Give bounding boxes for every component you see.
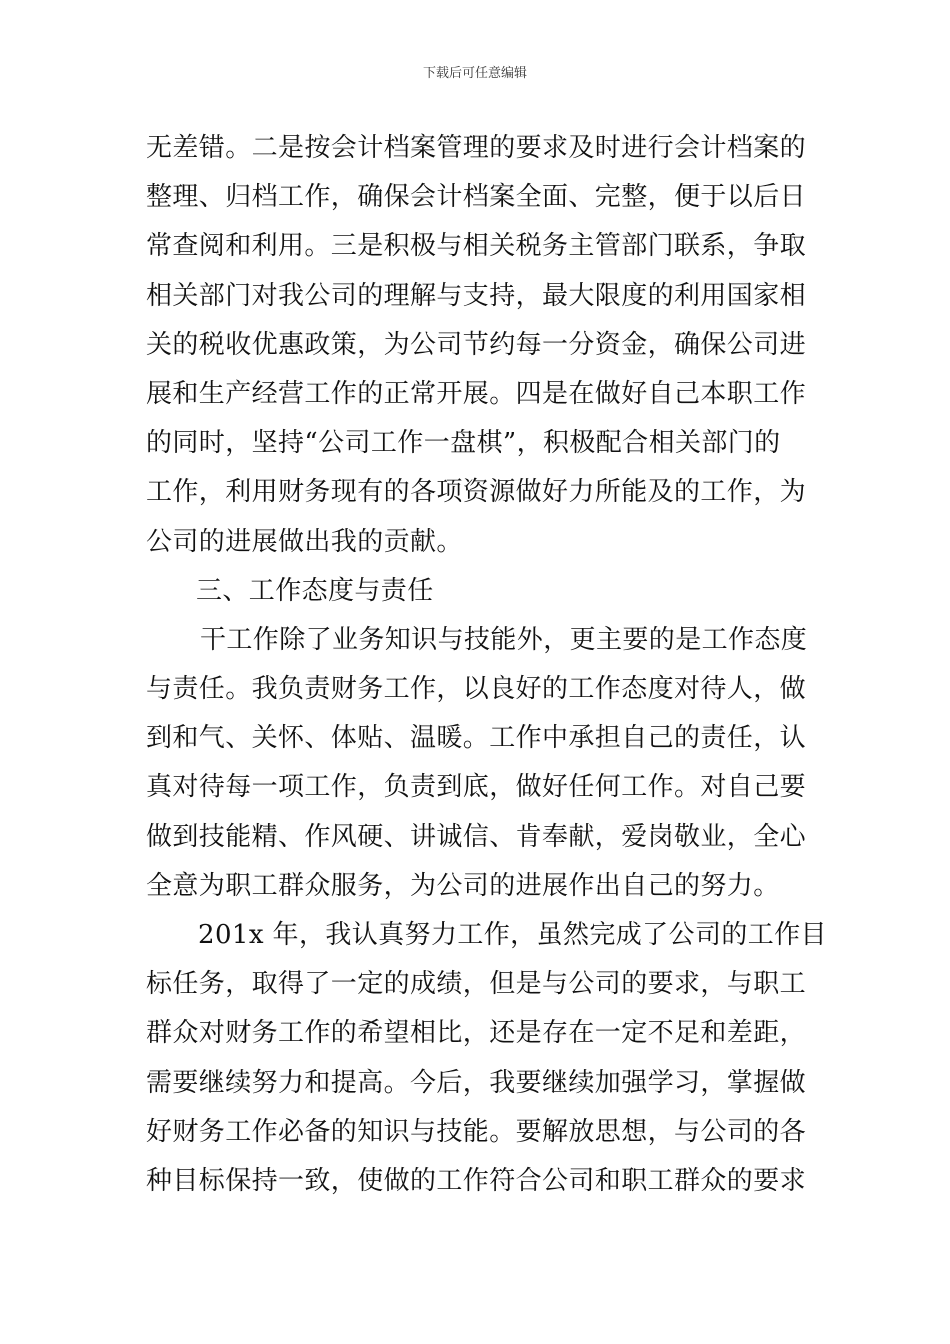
paragraph-start-line: 干工作除了业务知识与技能外，更主要的是工作态度 [200, 624, 808, 655]
text-line: 公司的进展做出我的贡献。 [146, 526, 463, 557]
text-line: 关的税收优惠政策，为公司节约每一分资金，确保公司进 [146, 329, 807, 360]
text-line: 的同时，坚持“公司工作一盘棋”，积极配合相关部门的 [146, 428, 781, 459]
text-line: 需要继续努力和提高。今后，我要继续加强学习，掌握做 [146, 1067, 807, 1098]
text-line: 工作，利用财务现有的各项资源做好力所能及的工作，为 [146, 477, 807, 508]
text-line: 展和生产经营工作的正常开展。四是在做好自己本职工作 [146, 378, 807, 409]
text-line: 真对待每一项工作，负责到底，做好任何工作。对自己要 [146, 772, 807, 803]
document-body [146, 124, 826, 1206]
text-line: 到和气、关怀、体贴、温暖。工作中承担自己的责任，认 [146, 723, 807, 754]
text-line: 全意为职工群众服务，为公司的进展作出自己的努力。 [146, 870, 780, 901]
text-line: 做到技能精、作风硬、讲诚信、肯奉献，爱岗敬业，全心 [146, 821, 807, 852]
text-line: 常查阅和利用。三是积极与相关税务主管部门联系，争取 [146, 231, 807, 262]
page-header-note: 下载后可任意编辑 [422, 66, 527, 81]
text-line: 相关部门对我公司的理解与支持，最大限度的利用国家相 [146, 280, 807, 311]
text-line: 种目标保持一致，使做的工作符合公司和职工群众的要求 [146, 1165, 807, 1196]
text-line: 标任务，取得了一定的成绩，但是与公司的要求，与职工 [146, 969, 807, 1000]
text-line: 好财务工作必备的知识与技能。要解放思想，与公司的各 [146, 1116, 807, 1147]
text-line: 群众对财务工作的希望相比，还是存在一定不足和差距， [146, 1018, 807, 1049]
section-heading: 三、工作态度与责任 [196, 575, 434, 606]
paragraph-start-line: 201x 年，我认真努力工作，虽然完成了公司的工作目 [198, 920, 827, 950]
text-line: 与责任。我负责财务工作，以良好的工作态度对待人，做 [146, 674, 807, 705]
text-line: 整理、归档工作，确保会计档案全面、完整，便于以后日 [146, 182, 807, 213]
text-line: 无差错。二是按会计档案管理的要求及时进行会计档案的 [146, 133, 807, 163]
